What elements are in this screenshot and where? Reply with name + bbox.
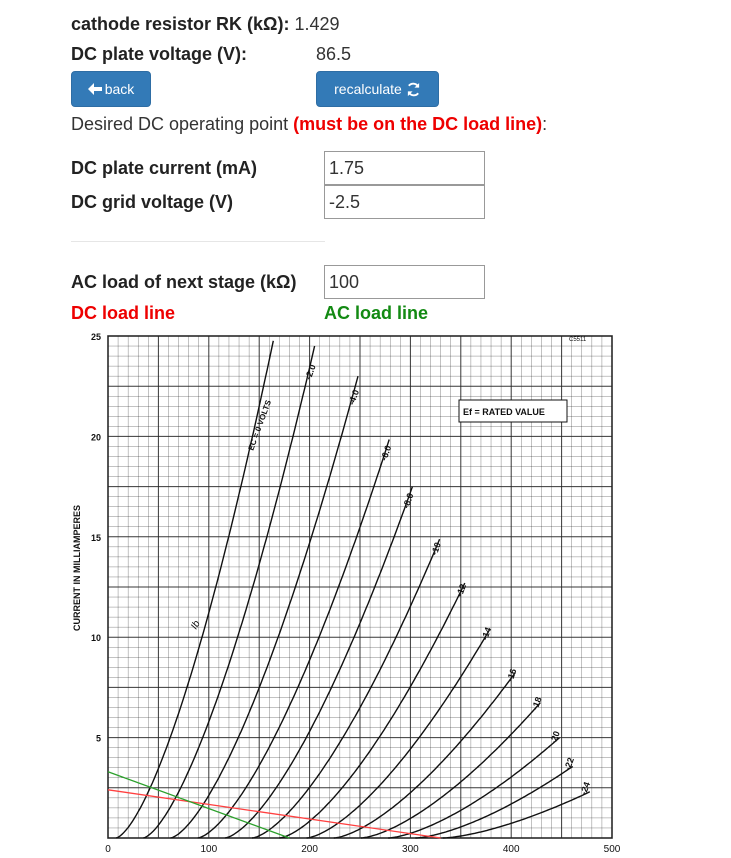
x-tick-label: 300 — [402, 844, 419, 855]
vplate-value: 86.5 — [316, 44, 352, 64]
load-line-warning: (must be on the DC load line) — [293, 114, 543, 134]
rated-value-annotation: Ef = RATED VALUE — [463, 407, 545, 417]
intro-text: Desired DC operating point — [71, 114, 294, 134]
curve-label: -22 — [562, 756, 576, 772]
curve-label: -20 — [548, 729, 562, 746]
y-tick-label: 10 — [90, 633, 101, 644]
grid-label: DC grid voltage (V) — [71, 192, 234, 212]
y-axis-label: CURRENT IN MILLIAMPERES — [72, 505, 82, 631]
curve-label: -2.0 — [303, 363, 318, 382]
back-button-label: back — [104, 81, 135, 97]
current-label: DC plate current (mA) — [71, 158, 258, 178]
curve-label: EC = 0 VOLTS — [246, 398, 274, 452]
ac-load-label: AC load of next stage (kΩ) — [71, 272, 297, 292]
intro-colon: : — [542, 114, 548, 134]
y-tick-label: 15 — [90, 532, 101, 543]
curve-label: -16 — [504, 667, 519, 683]
vplate-label: DC plate voltage (V): — [71, 44, 248, 64]
curve-label: -8.0 — [400, 491, 416, 510]
rk-label: cathode resistor RK (kΩ): — [71, 14, 290, 34]
x-tick-label: 0 — [105, 844, 111, 855]
y-tick-label: 5 — [95, 733, 101, 744]
curve-label: -6.0 — [378, 444, 394, 463]
y-tick-label: 25 — [90, 332, 101, 342]
sheet-code: C5511 — [569, 337, 587, 343]
curve-label: -18 — [529, 695, 544, 712]
rk-value: 1.429 — [294, 14, 340, 34]
x-tick-label: 400 — [502, 844, 520, 855]
ac-load-line-legend: AC load line — [324, 303, 429, 323]
y-tick-label: 20 — [90, 432, 101, 443]
curve-label: -12 — [454, 582, 469, 599]
x-tick-label: 500 — [603, 844, 621, 855]
recalculate-button-label: recalculate — [334, 81, 402, 97]
x-tick-label: 100 — [200, 844, 218, 855]
curve-label: -24 — [578, 780, 593, 797]
x-tick-label: 200 — [301, 844, 318, 855]
curve-label: -4.0 — [346, 388, 362, 407]
curve-label: -14 — [479, 625, 494, 642]
ib-label: Ib — [189, 618, 203, 632]
dc-load-line-legend: DC load line — [71, 303, 176, 323]
curve-label: -10 — [429, 540, 443, 557]
